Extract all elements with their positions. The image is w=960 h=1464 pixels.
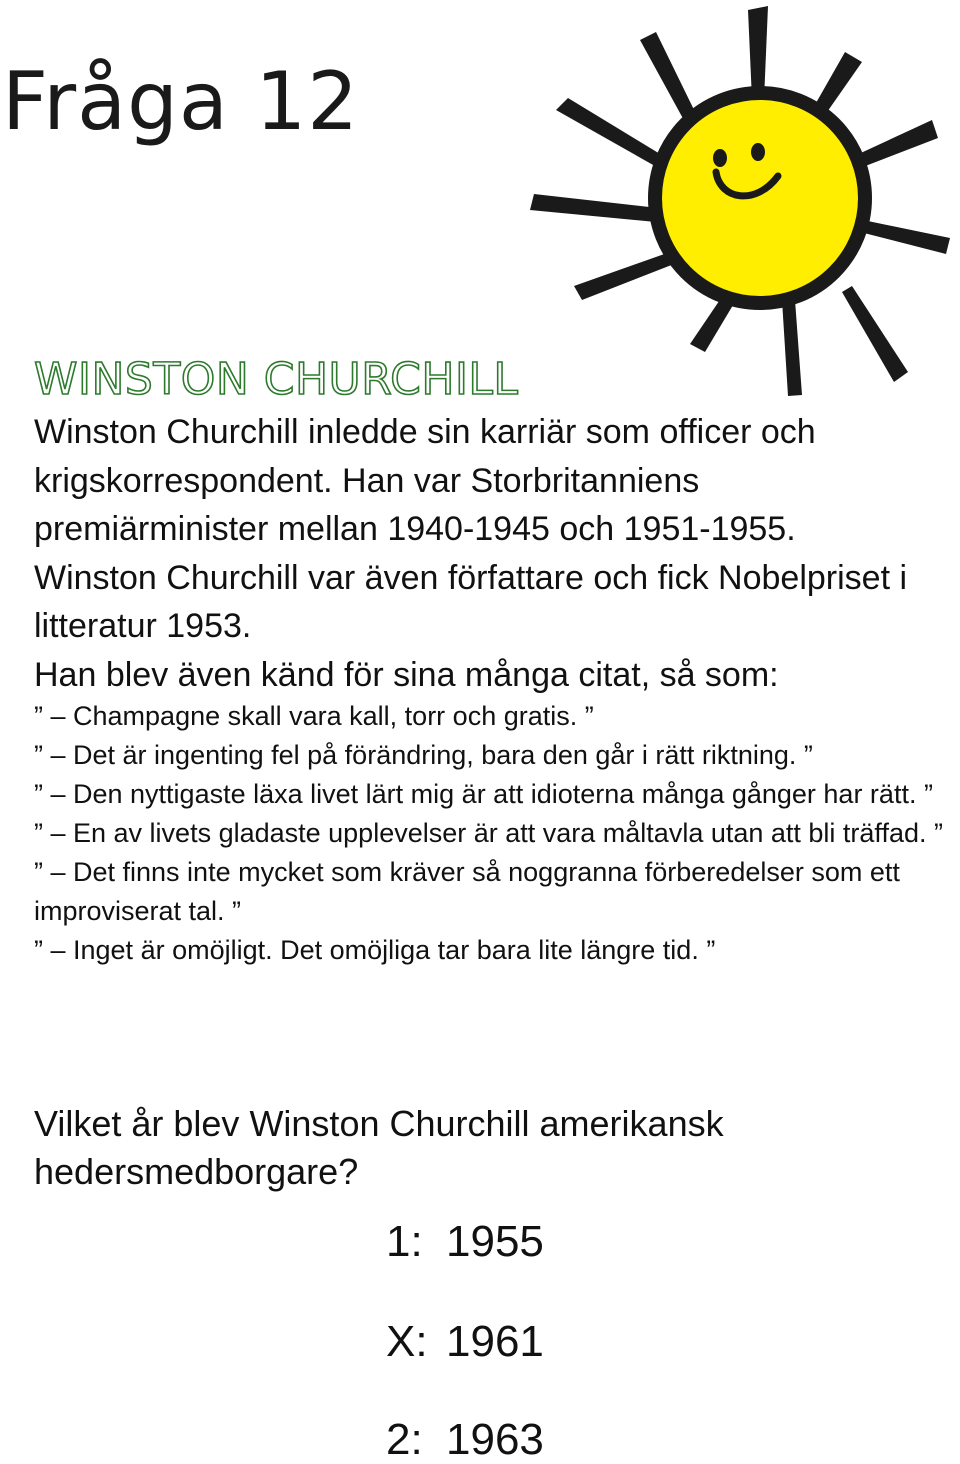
- quote-item: ” – Champagne skall vara kall, torr och gratis. ”: [34, 701, 594, 731]
- quote-item: ” – Det finns inte mycket som kräver så noggranna förberedelser som ett improviserat tal. ”: [34, 857, 900, 926]
- left-eye-icon: [713, 149, 727, 167]
- page-title: Fråga 12: [2, 55, 360, 148]
- answer-key: X:: [386, 1317, 428, 1366]
- answer-value: 1955: [446, 1217, 544, 1266]
- intro-paragraph: Han blev även känd för sina många citat, så som:: [34, 655, 779, 694]
- answer-option-x: [386, 1317, 544, 1366]
- smiling-sun-icon: [520, 0, 960, 400]
- quote-item: ” – En av livets gladaste upplevelser är att vara måltavla utan att bli träffad. ”: [34, 818, 943, 848]
- quote-item: ” – Den nyttigaste läxa livet lärt mig är att idioterna många gånger har rätt. ”: [34, 779, 933, 809]
- answer-option-1: [386, 1217, 544, 1266]
- quote-item: ” – Inget är omöjligt. Det omöjliga tar bara lite längre tid. ”: [34, 935, 716, 965]
- intro-paragraph: Winston Churchill inledde sin karriär som officer och krigskorrespondent. Han var Storbritanniens premiärminister mellan 1940-1945 och 1951-1955.: [34, 413, 816, 549]
- right-eye-icon: [751, 143, 765, 161]
- answer-option-2: [386, 1415, 544, 1464]
- quote-list: [34, 697, 949, 970]
- answer-value: 1963: [446, 1415, 544, 1464]
- answer-value: 1961: [446, 1317, 544, 1366]
- article-heading: WINSTON CHURCHILL: [34, 354, 519, 405]
- quiz-question: Vilket år blev Winston Churchill amerikansk hedersmedborgare?: [34, 1103, 724, 1192]
- article-intro: [34, 408, 934, 700]
- quote-item: ” – Det är ingenting fel på förändring, bara den går i rätt riktning. ”: [34, 740, 813, 770]
- answer-key: 2:: [386, 1415, 423, 1464]
- answer-key: 1:: [386, 1217, 423, 1266]
- intro-paragraph: Winston Churchill var även författare och fick Nobelpriset i litteratur 1953.: [34, 558, 908, 646]
- sun-face: [655, 93, 865, 303]
